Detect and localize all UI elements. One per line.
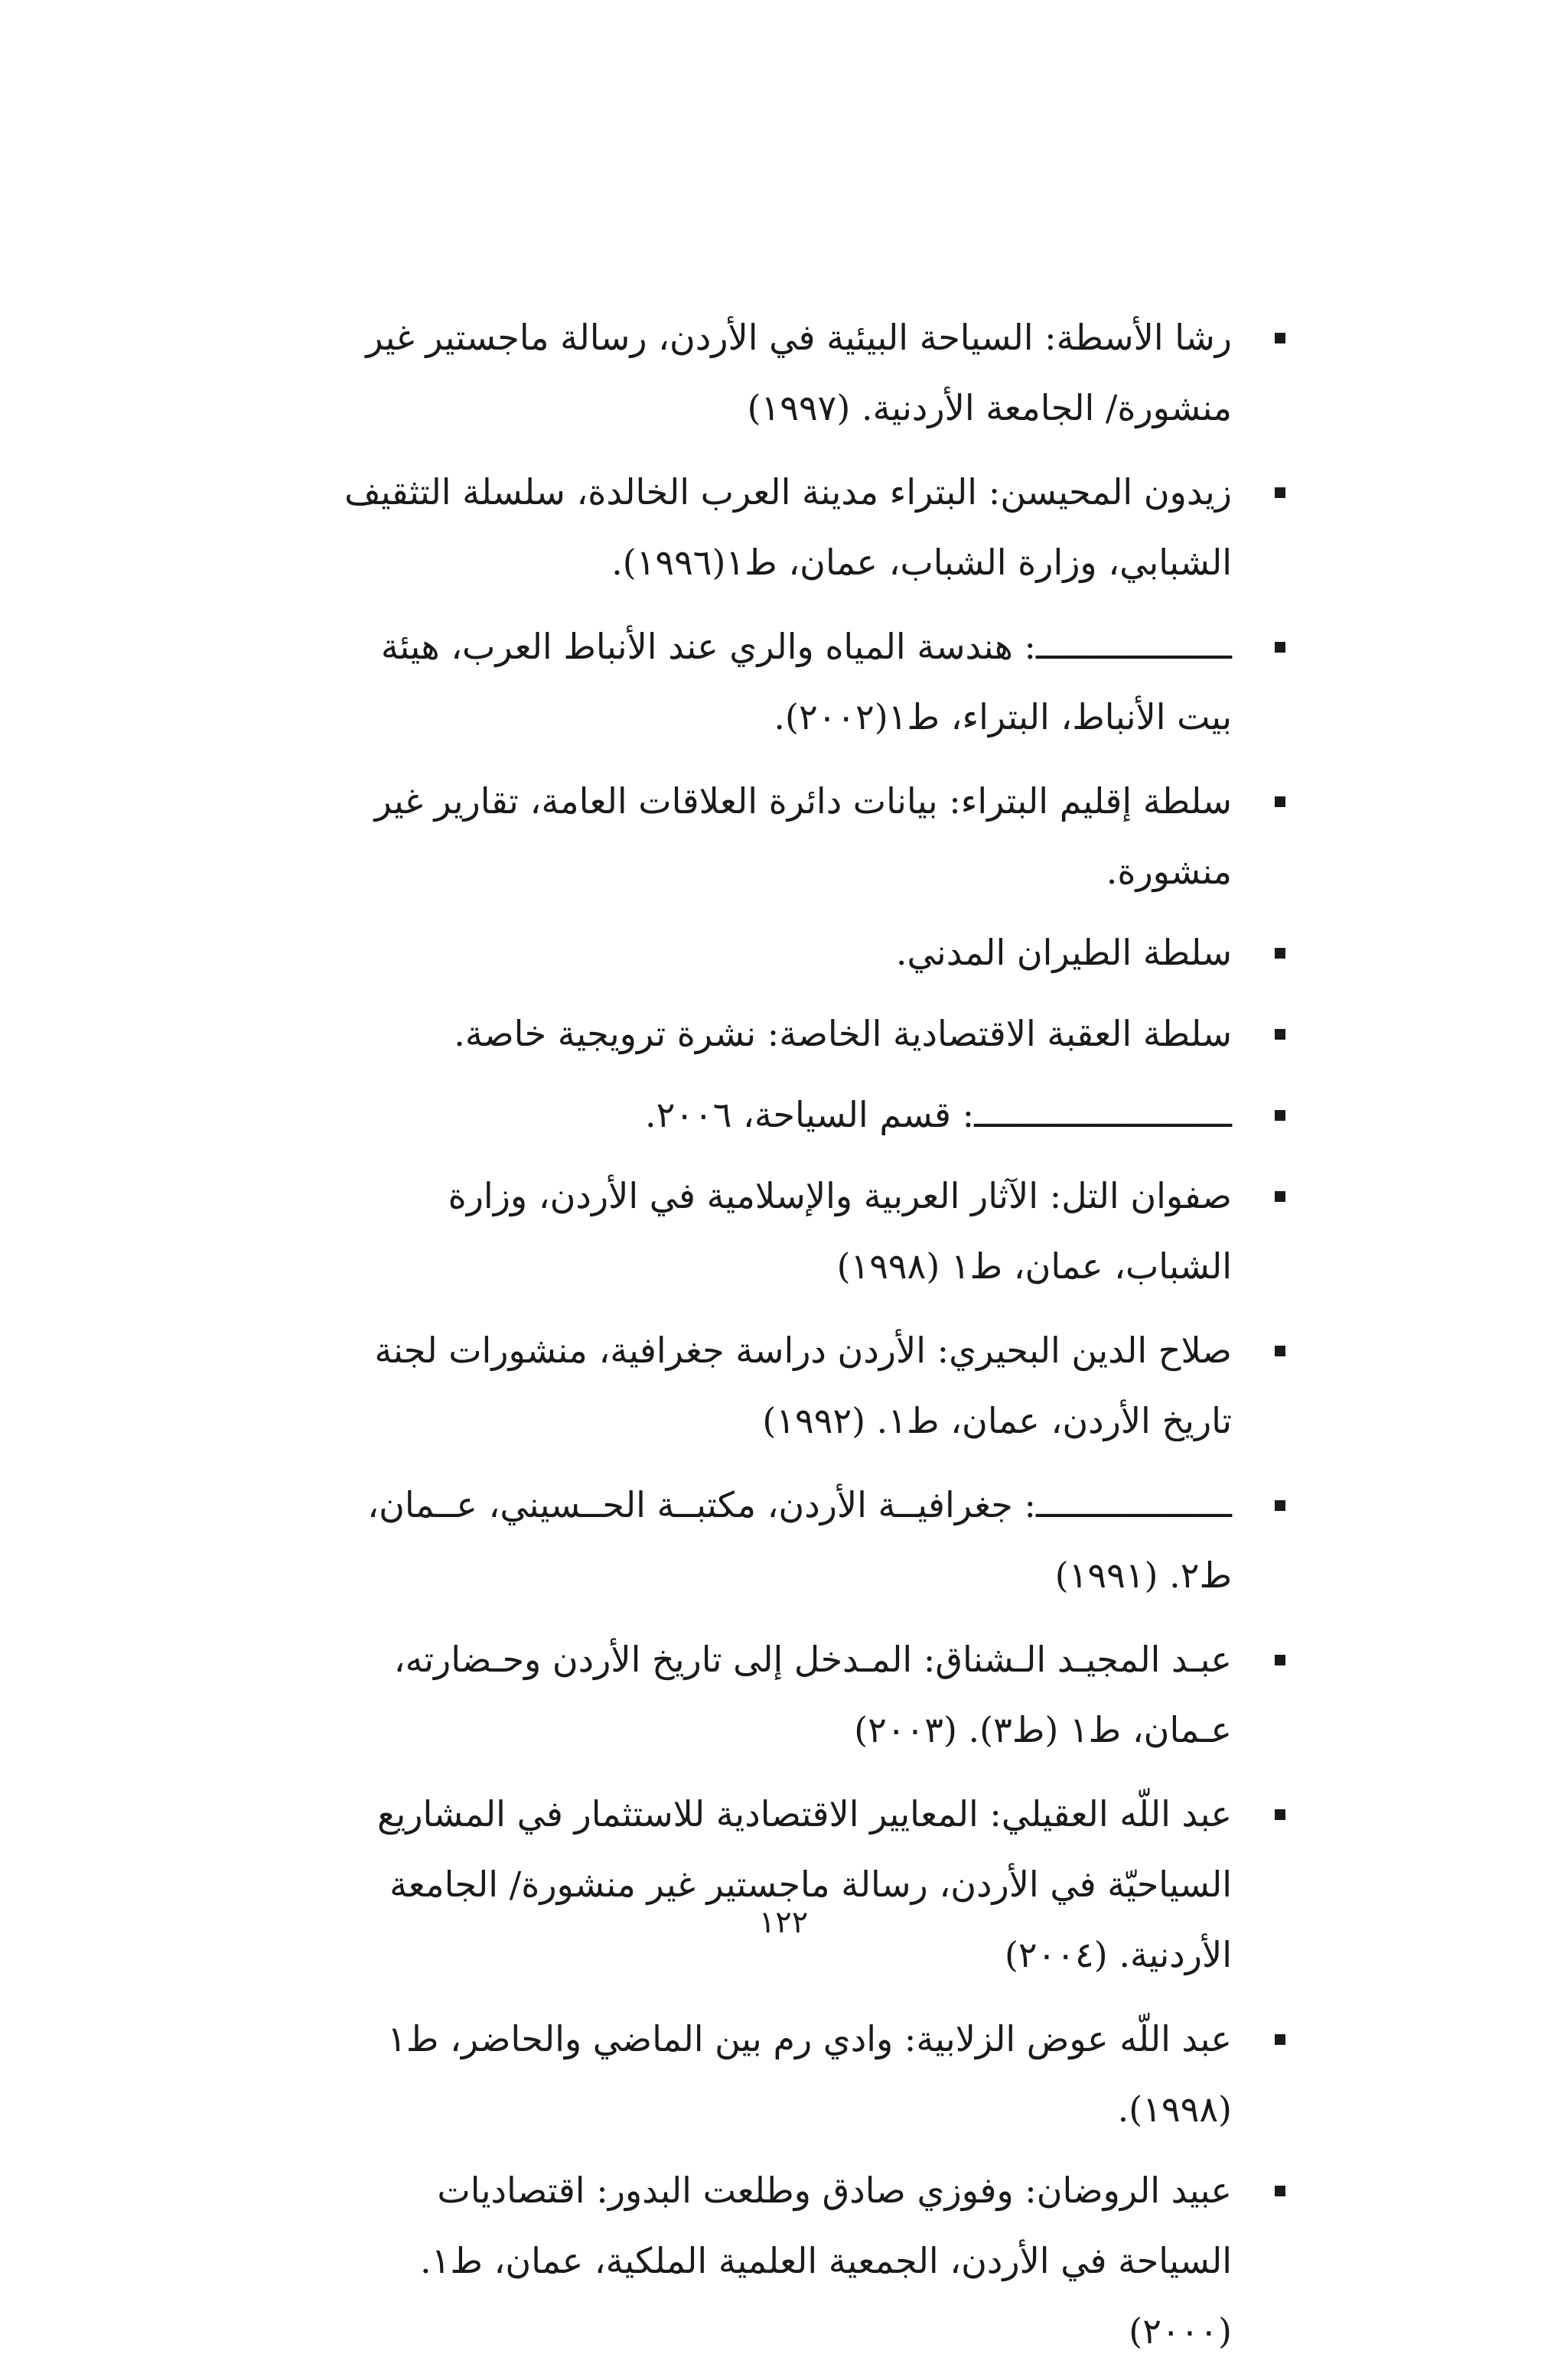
reference-item [329,1470,1285,1610]
reference-text: صفوان التل: الآثار العربية والإسلامية في الأردن، وزارة الشباب، عمان، ط١ (١٩٩٨) [448,1175,1232,1287]
reference-list [329,302,1285,2380]
reference-text: ـــــــــــــــــــ: جغرافيــة الأردن، مكتبــة الحــسيني، عــمان، ط٢. (١٩٩١) [367,1484,1232,1596]
square-bullet-icon [1275,1809,1285,1820]
reference-text: ـــــــــــــــــــــــــ: قسم السياحة، ٢٠٠٦. [644,1094,1232,1135]
reference-text: عبيد الروضان: وفوزي صادق وطلعت البدور: اقتصاديات السياحة في الأردن، الجمعية العلمية الملكية، عمان، ط١. (٢٠٠٠) [419,2170,1232,2352]
reference-item [329,766,1285,907]
reference-text: رشا الأسطة: السياحة البيئية في الأردن، رسالة ماجستير غير منشورة/ الجامعة الأردنية. (١٩٩٧) [366,317,1232,428]
reference-item [329,1315,1285,1456]
reference-item [329,1624,1285,1765]
reference-item [329,1079,1285,1150]
reference-item [329,998,1285,1069]
reference-text: زيدون المحيسن: البتراء مدينة العرب الخالدة، سلسلة التثقيف الشبابي، وزارة الشباب، عمان، ط١(١٩٩٦). [344,471,1232,583]
page-number: ١٢٢ [758,1905,809,1940]
square-bullet-icon [1275,2034,1285,2045]
reference-text: صلاح الدين البحيري: الأردن دراسة جغرافية، منشورات لجنة تاريخ الأردن، عمان، ط١. (١٩٩٢) [374,1330,1232,1441]
square-bullet-icon [1275,487,1285,498]
square-bullet-icon [1275,796,1285,807]
reference-text: سلطة العقبة الاقتصادية الخاصة: نشرة ترويجية خاصة. [454,1013,1232,1054]
reference-item [329,2004,1285,2144]
reference-text: سلطة إقليم البتراء: بيانات دائرة العلاقات العامة، تقارير غير منشورة. [374,780,1232,892]
reference-item [329,611,1285,752]
square-bullet-icon [1275,1110,1285,1121]
square-bullet-icon [1275,1346,1285,1356]
reference-text: عبـد المجيـد الـشناق: المـدخل إلى تاريخ الأردن وحـضارته، عـمان، ط١ (ط٣). (٢٠٠٣) [393,1639,1232,1750]
reference-text: ـــــــــــــــــــ: هندسة المياه والري عند الأنباط العرب، هيئة بيت الأنباط، البتراء، ط١(٢٠٠٢). [380,626,1232,737]
reference-text: عبد اللّه عوض الزلابية: وادي رم بين الماضي والحاضر، ط١ (١٩٩٨). [387,2018,1232,2130]
reference-text: سلطة الطيران المدني. [895,932,1232,973]
square-bullet-icon [1275,1191,1285,1202]
reference-item [329,457,1285,597]
reference-text: عبد اللّه العقيلي: المعايير الاقتصادية للاستثمار في المشاريع السياحيّة في الأردن، رسالة ماجستير غير منشورة/ الجامعة الأردنية. (٢٠٠٤) [377,1793,1232,1975]
square-bullet-icon [1275,642,1285,653]
square-bullet-icon [1275,1500,1285,1511]
square-bullet-icon [1275,1029,1285,1040]
reference-item [329,302,1285,443]
reference-item [329,1161,1285,1301]
reference-item [329,1779,1285,1990]
reference-item [329,917,1285,988]
square-bullet-icon [1275,2186,1285,2196]
square-bullet-icon [1275,948,1285,959]
square-bullet-icon [1275,333,1285,343]
reference-item [329,2155,1285,2366]
square-bullet-icon [1275,1655,1285,1665]
